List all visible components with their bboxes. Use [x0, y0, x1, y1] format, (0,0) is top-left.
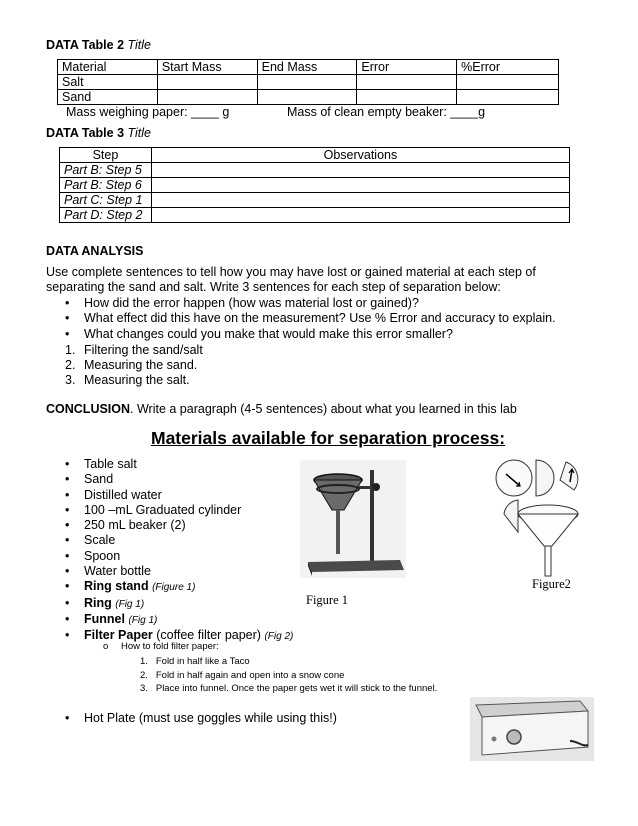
input-cell[interactable] — [257, 90, 357, 105]
filter-paper-circle — [496, 460, 532, 496]
list-item: 2. Fold in half again and open into a snow cone — [140, 669, 345, 681]
header-cell: %Error — [457, 60, 559, 75]
list-item: • How did the error happen (how was material lost or gained)? — [46, 296, 606, 311]
row-label: Salt — [58, 75, 158, 90]
ring-stand-figure — [300, 460, 406, 578]
table-row — [60, 178, 570, 193]
list-item: • Table salt — [46, 457, 346, 472]
empty-beaker-mass: Mass of clean empty beaker: ____g — [287, 105, 486, 119]
table-row — [60, 208, 570, 223]
input-cell[interactable] — [357, 75, 457, 90]
list-item: • Spoon — [46, 549, 346, 564]
materials-title: Materials available for separation process: — [151, 428, 506, 448]
table2-heading: DATA Table 2 Title — [46, 38, 152, 52]
table-row — [60, 163, 570, 178]
list-item: 1. Fold in half like a Taco — [140, 656, 250, 667]
funnel-cone — [518, 514, 578, 546]
figure-2-label: Figure2 — [532, 577, 571, 591]
observation-cell[interactable] — [151, 178, 569, 193]
fold-steps — [140, 655, 480, 696]
weighing-paper-mass: Mass weighing paper: ____ g — [66, 105, 230, 119]
list-item: • Water bottle — [46, 564, 346, 579]
list-item: 3. Measuring the salt. — [65, 373, 190, 387]
table-row — [58, 75, 559, 90]
hot-plate-list — [46, 711, 446, 726]
analysis-heading: DATA ANALYSIS — [46, 244, 144, 258]
step-cell: Part D: Step 2 — [60, 208, 152, 223]
observation-cell[interactable] — [151, 163, 569, 178]
list-item: • Sand — [46, 472, 346, 487]
header-cell: End Mass — [257, 60, 357, 75]
observation-cell[interactable] — [151, 193, 569, 208]
conclusion-label: CONCLUSION — [46, 402, 131, 416]
table-header-row — [58, 60, 559, 75]
stand-base — [308, 560, 404, 572]
list-item: 1. Filtering the sand/salt — [65, 343, 203, 357]
list-item: • Filter Paper (coffee filter paper) (Fig 2) — [46, 628, 346, 644]
hot-plate-front — [482, 711, 588, 755]
figure-1-label: Figure 1 — [306, 593, 349, 607]
input-cell[interactable] — [457, 90, 559, 105]
step-cell: Part B: Step 5 — [60, 163, 152, 178]
header-cell: Error — [357, 60, 457, 75]
observation-cell[interactable] — [151, 208, 569, 223]
funnel-stem — [545, 546, 551, 576]
header-cell: Observations — [151, 148, 569, 163]
header-cell: Start Mass — [157, 60, 257, 75]
table-header-row — [60, 148, 570, 163]
data-table-2 — [57, 59, 559, 105]
table3-heading: DATA Table 3 Title — [46, 126, 152, 140]
input-cell[interactable] — [157, 90, 257, 105]
table-row — [58, 90, 559, 105]
conclusion — [46, 402, 606, 416]
list-item: • Hot Plate (must use goggles while using this!) — [46, 711, 446, 726]
analysis-questions — [46, 296, 606, 342]
row-label: Sand — [58, 90, 158, 105]
list-item: • 250 mL beaker (2) — [46, 518, 346, 533]
data-table-3 — [59, 147, 570, 223]
list-item: • Distilled water — [46, 488, 346, 503]
list-item: • What changes could you make that would make this error smaller? — [46, 327, 606, 342]
half-fold — [536, 460, 554, 496]
header-cell: Material — [58, 60, 158, 75]
input-cell[interactable] — [257, 75, 357, 90]
quarter-fold — [560, 462, 578, 490]
stand-rod — [370, 470, 374, 562]
input-cell[interactable] — [457, 75, 559, 90]
list-item: • 100 –mL Graduated cylinder — [46, 503, 346, 518]
list-item: • What effect did this have on the measurement? Use % Error and accuracy to explain. — [46, 311, 606, 326]
funnel-stem — [336, 510, 340, 554]
step-cell: Part C: Step 1 — [60, 193, 152, 208]
hot-plate-image — [470, 697, 594, 761]
header-cell: Step — [60, 148, 152, 163]
dial-icon — [507, 730, 521, 744]
separation-steps — [46, 343, 606, 388]
input-cell[interactable] — [157, 75, 257, 90]
opened-cone — [504, 500, 518, 532]
table-row — [60, 193, 570, 208]
list-item: • Ring (Fig 1) — [46, 596, 346, 612]
analysis-intro: Use complete sentences to tell how you may have lost or gained material at each step of separating the sand and salt. Write 3 sentences for each step of separation below: — [46, 265, 536, 294]
list-item: • Funnel (Fig 1) — [46, 612, 346, 628]
conclusion-text: . Write a paragraph (4-5 sentences) about what you learned in this lab — [130, 402, 517, 416]
list-item: 2. Measuring the sand. — [65, 358, 198, 372]
list-item: • Ring stand (Figure 1) — [46, 579, 346, 595]
filter-paper-figure — [488, 452, 588, 584]
circle-bullet-icon: o — [103, 641, 109, 652]
list-item: • Scale — [46, 533, 346, 548]
input-cell[interactable] — [357, 90, 457, 105]
step-cell: Part B: Step 6 — [60, 178, 152, 193]
list-item: 3. Place into funnel. Once the paper gets wet it will stick to the funnel. — [140, 683, 438, 694]
